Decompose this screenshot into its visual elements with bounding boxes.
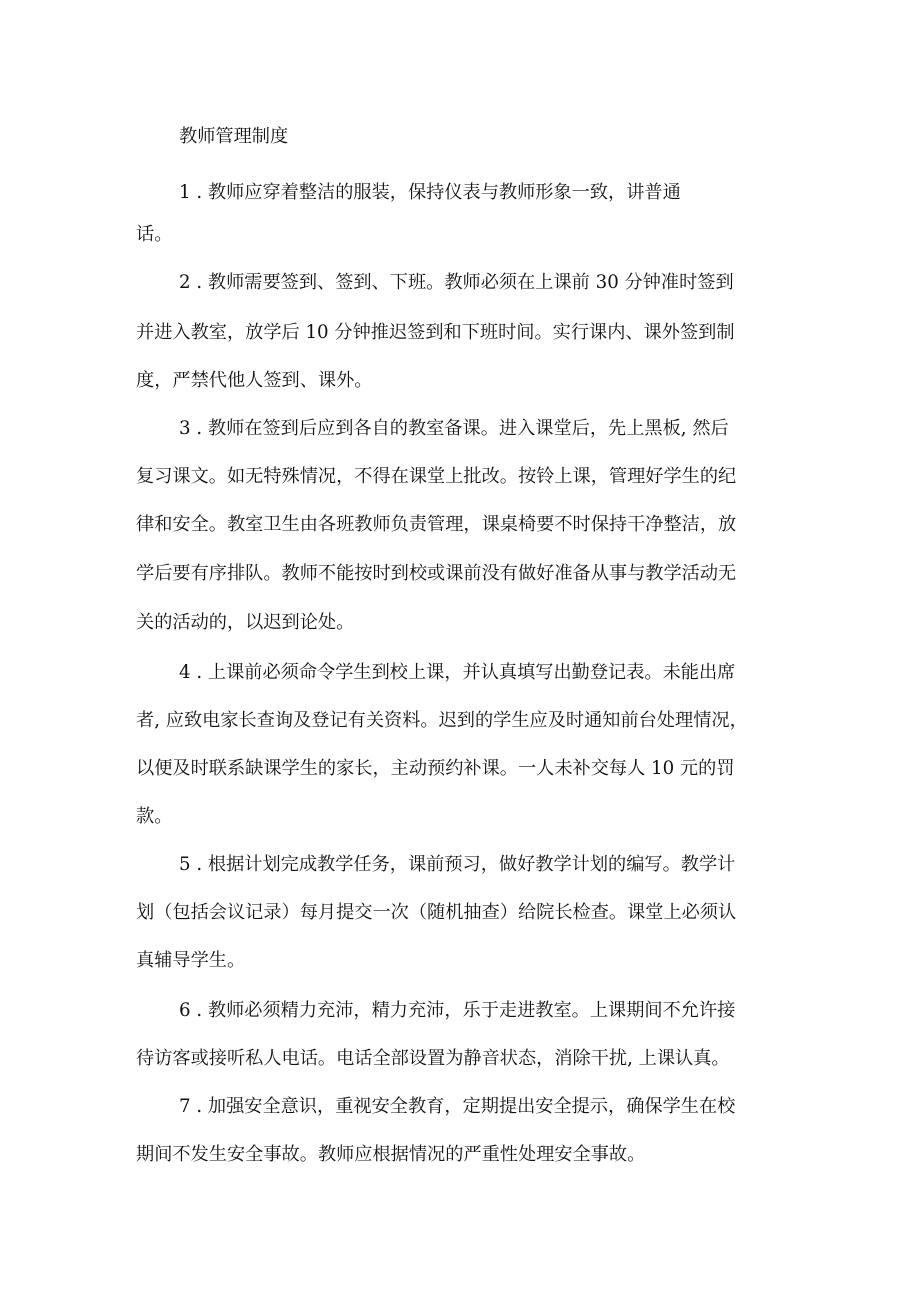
paragraph-line: 款。: [136, 806, 173, 827]
paragraph-line: 话。: [136, 224, 173, 245]
paragraph-line: 复习课文。如无特殊情况，不得在课堂上批改。按铃上课，管理好学生的纪: [136, 466, 737, 487]
paragraph-line: 1 . 教师应穿着整洁的服装，保持仪表与教师形象一致，讲普通: [179, 182, 681, 203]
paragraph-line: 关的活动的，以迟到论处。: [136, 612, 355, 633]
paragraph-line: 学后要有序排队。教师不能按时到校或课前没有做好准备从事与教学活动无: [136, 563, 737, 584]
paragraph-line: 律和安全。教室卫生由各班教师负责管理，课桌椅要不时保持干净整洁，放: [136, 514, 737, 535]
paragraph-line: 6 . 教师必须精力充沛，精力充沛，乐于走进教室。上课期间不允许接: [179, 1000, 736, 1021]
paragraph-line: 7 . 加强安全意识，重视安全教育，定期提出安全提示，确保学生在校: [179, 1096, 736, 1117]
paragraph-line: 度，严禁代他人签到、课外。: [136, 370, 373, 391]
paragraph-line: 以便及时联系缺课学生的家长，主动预约补课。一人未补交每人 10 元的罚: [136, 758, 735, 779]
paragraph-line: 并进入教室，放学后 10 分钟推迟签到和下班时间。实行课内、课外签到制: [136, 322, 735, 343]
document-title: 教师管理制度: [179, 126, 289, 147]
paragraph-line: 4 . 上课前必须命令学生到校上课，并认真填写出勤登记表。未能出席: [179, 662, 736, 683]
paragraph-line: 真辅导学生。: [136, 950, 246, 971]
paragraph-line: 划（包括会议记录）每月提交一次（随机抽查）给院长检查。课堂上必须认: [136, 902, 737, 923]
paragraph-line: 5 . 根据计划完成教学任务，课前预习，做好教学计划的编写。教学计: [179, 854, 736, 875]
paragraph-line: 3 . 教师在签到后应到各自的教室备课。进入课堂后，先上黑板, 然后: [179, 418, 729, 439]
paragraph-line: 期间不发生安全事故。教师应根据情况的严重性处理安全事故。: [136, 1144, 646, 1165]
paragraph-line: 待访客或接听私人电话。电话全部设置为静音状态，消除干扰, 上课认真。: [136, 1048, 730, 1069]
paragraph-line: 2 . 教师需要签到、签到、下班。教师必须在上课前 30 分钟准时签到: [179, 272, 734, 293]
paragraph-line: 者, 应致电家长查询及登记有关资料。迟到的学生应及时通知前台处理情况，: [136, 710, 748, 731]
